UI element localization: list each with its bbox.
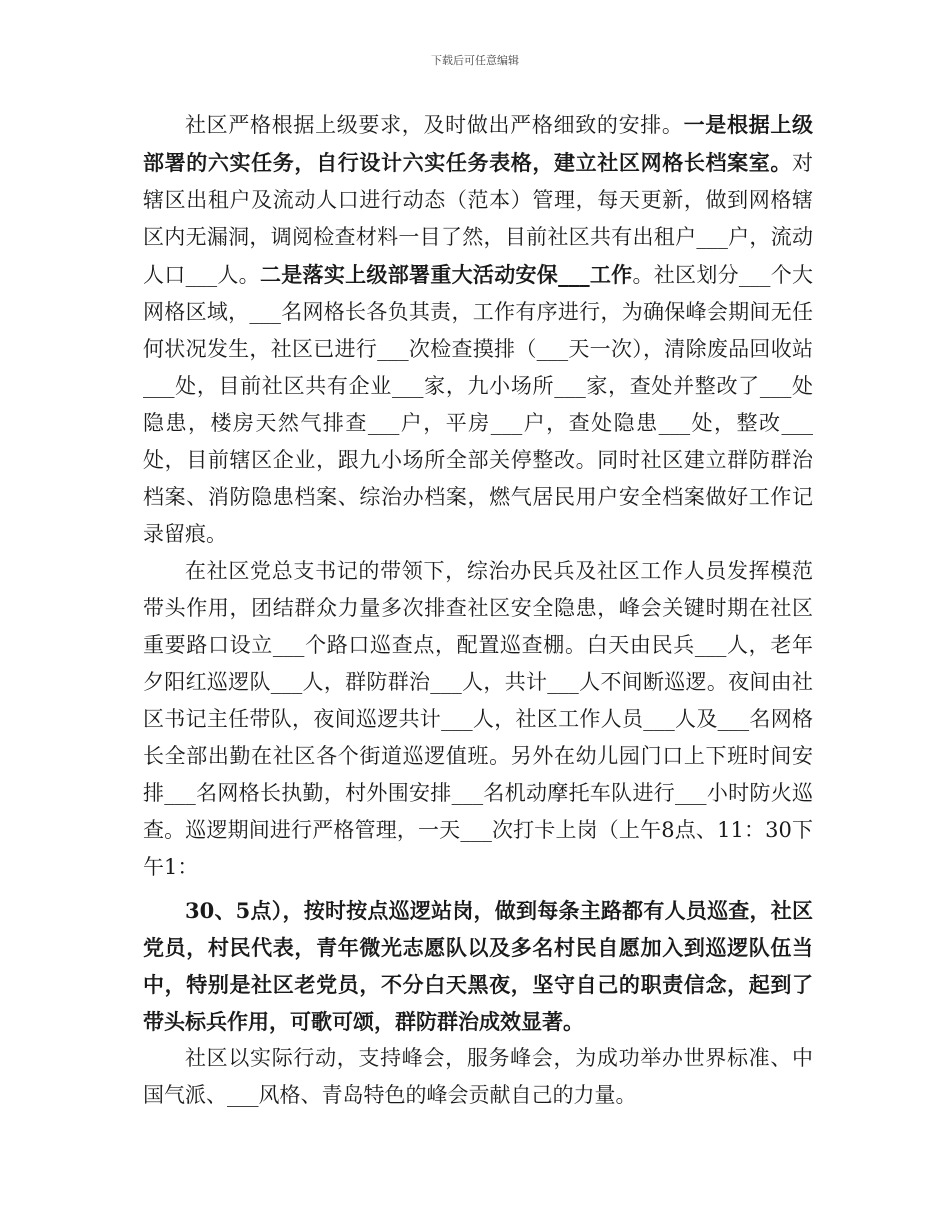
paragraph-1-sentence-1: 社区严格根据上级要求，及时做出严格细致的安排。	[185, 113, 684, 137]
paragraph-1-bold-point-1: 一是根据上级部署的六实任务，自行设计六实任务表格，建立社区网格长档案室。	[143, 112, 814, 175]
paragraph-1	[143, 106, 813, 553]
paragraph-3: 30、5点），按时按点巡逻站岗，做到每条主路都有人员巡查，社区党员，村民代表，青年微光志愿队以及多名村民自愿加入到巡逻队伍当中，特别是社区老党员，不分白天黑夜，坚守自己的职责信念，起到了带头标兵作用，可歌可颂，群防群治成效显著。	[143, 898, 813, 1034]
page-header: 下载后可任意编辑	[431, 54, 519, 67]
paragraph-4: 社区以实际行动，支持峰会，服务峰会，为成功举办世界标准、中国气派、___风格、青岛特色的峰会贡献自己的力量。	[143, 1046, 813, 1107]
paragraph-1-sentence-5: 。社区划分___个大网格区域，___名网格长各负其责，工作有序进行，为确保峰会期间无任何状况发生，社区已进行___次检查摸排（___天一次），清除废品回收站___处，目前社区共有企业___家，九小场所___家，查处并整改了___处隐患，楼房天然气排查___户，平房___户，查处隐患___处，整改___处，目前辖区企业，跟九小场所全部关停整改。同时社区建立群防群治档案、消防隐患档案、综治办档案，燃气居民用户安全档案做好工作记录留痕。	[143, 263, 814, 546]
paragraph-1-bold-point-2: 二是落实上级部署重大活动安保___工作	[259, 262, 633, 287]
paragraph-2: 在社区党总支书记的带领下，综治办民兵及社区工作人员发挥模范带头作用，团结群众力量多次排查社区安全隐患，峰会关键时期在社区重要路口设立___个路口巡查点，配置巡查棚。白天由民兵___人，老年夕阳红巡逻队___人，群防群治___人，共计___人不间断巡逻。夜间由社区书记主任带队，夜间巡逻共计___人，社区工作人员___人及___名网格长全部出勤在社区各个街道巡逻值班。另外在幼儿园门口上下班时间安排___名网格长执勤，村外围安排___名机动摩托车队进行___小时防火巡查。巡逻期间进行严格管理，一天___次打卡上岗（上午8点、11：30下午1：	[143, 559, 813, 879]
document-body	[143, 106, 813, 1114]
paragraph-1-sentence-3: 对辖区出租户及流动人口进行动态（范本）管理，每天更新，做到网格辖区内无漏洞，调阅检查材料一目了然，目前社区共有出租户___户，流动人口___人。	[143, 151, 813, 287]
